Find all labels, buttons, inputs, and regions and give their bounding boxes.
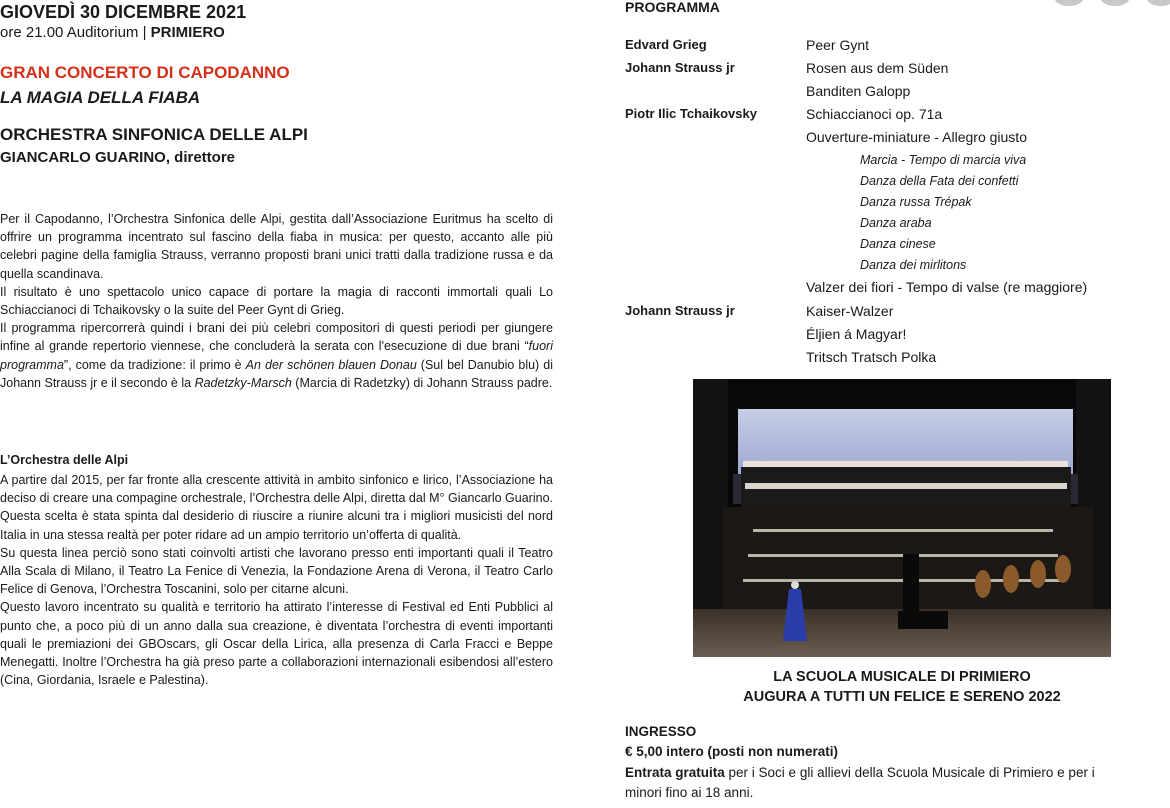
about-heading: L’Orchestra delle Alpi — [0, 453, 129, 467]
concert-subtitle: LA MAGIA DELLA FIABA — [0, 88, 201, 107]
program-piece: Peer Gynt — [806, 37, 870, 53]
conductor-name: GIANCARLO GUARINO, direttore — [0, 149, 236, 166]
program-piece: Banditen Galopp — [806, 83, 911, 99]
program-piece: Valzer dei fiori - Tempo di valse (re maggiore) — [806, 279, 1088, 295]
program-piece: Kaiser-Walzer — [806, 303, 894, 319]
program-piece: Éljien á Magyar! — [806, 326, 907, 342]
program-piece: Rosen aus dem Süden — [806, 60, 949, 76]
intro-paragraph-1: Per il Capodanno, l’Orchestra Sinfonica delle Alpi, gestita dall’Associazione Euritmus ha scelto di offrire un programma incentrato sul fascino della fiaba in musica: per questo, accanto alle più celebri pagine della famiglia Strauss, verranno proposti brani unici tratti dalla tradizione russa e da quella scandinava. — [0, 212, 553, 281]
orchestra-name: ORCHESTRA SINFONICA DELLE ALPI — [0, 125, 308, 144]
about-text — [0, 471, 553, 689]
overlay-dot-icon — [1100, 0, 1130, 6]
orchestra-photo — [693, 379, 1111, 657]
program-movement: Marcia - Tempo di marcia viva — [860, 153, 1027, 167]
admission-price: € 5,00 intero (posti non numerati) — [625, 744, 839, 759]
program-piece: Ouverture-miniature - Allegro giusto — [806, 129, 1027, 145]
about-paragraph-1: A partire dal 2015, per far fronte alla crescente attività in ambito sinfonico e lirico, l’Associazione ha deciso di creare una compagine orchestrale, l’Orchestra delle Alpi, diretta dal M° Giancarlo Guarino. Questa scelta è stata spinta dal desiderio di riuscire a riunire alcuni tra i migliori musicisti del nord Italia in una stessa realtà per poter ridare ad un ampio territorio un’offerta di qualità. — [0, 473, 553, 542]
event-date: GIOVEDÌ 30 DICEMBRE 2021 — [0, 2, 247, 22]
admission-free-continued: minori fino ai 18 anni. — [625, 785, 754, 800]
program-composer: Johann Strauss jr — [625, 303, 735, 318]
wishes-line-1: LA SCUOLA MUSICALE DI PRIMIERO — [773, 669, 1031, 685]
program-movement: Danza araba — [860, 216, 932, 230]
program-composer: Piotr Ilic Tchaikovsky — [625, 106, 757, 121]
intro-paragraph-2: Il risultato è uno spettacolo unico capace di portare la magia di racconti immortali quali Lo Schiaccianoci di Tchaikovsky o la suite del Peer Gynt di Grieg. — [0, 284, 553, 318]
admission-free: Entrata gratuita per i Soci e gli allievi della Scuola Musicale di Primiero e per i — [625, 765, 1095, 780]
wishes-line-2: AUGURA A TUTTI UN FELICE E SERENO 2022 — [743, 689, 1061, 705]
intro-text — [0, 210, 553, 392]
program-composer: Johann Strauss jr — [625, 60, 735, 75]
overlay-dot-icon — [1146, 0, 1170, 6]
event-time-place: ore 21.00 Auditorium | PRIMIERO — [0, 24, 225, 41]
overlay-dot-icon — [1054, 0, 1084, 6]
program-movement: Danza cinese — [860, 237, 936, 251]
program-composer: Edvard Grieg — [625, 37, 707, 52]
program-piece: Tritsch Tratsch Polka — [806, 349, 937, 365]
program-movement: Danza dei mirlitons — [860, 258, 967, 272]
admission-heading: INGRESSO — [625, 724, 697, 739]
program-piece: Schiaccianoci op. 71a — [806, 106, 943, 122]
about-paragraph-3: Questo lavoro incentrato su qualità e territorio ha attirato l’interesse di Festival ed Enti Pubblici al punto che, a poco più di un anno dalla sua creazione, è diventata l’orchestra di eventi importanti quali le premiazioni dei GBOscars, gli Oscar della Lirica, alla presenza di Carla Fracci e Beppe Menegatti. Inoltre l’Orchestra ha già preso parte a collaborazioni internazionali esibendosi all’estero (Cina, Giordania, Israele e Palestina). — [0, 600, 553, 688]
concert-headline: GRAN CONCERTO DI CAPODANNO — [0, 63, 290, 82]
intro-paragraph-3: Il programma ripercorrerà quindi i brani dei più celebri compositori di questi periodi per giungere infine al grande repertorio viennese, che concluderà la serata con l'esecuzione di due brani “fuori programma”, come da tradizione: il primo è An der schönen blauen Donau (Sul bel Danubio blu) di Johann Strauss jr e il secondo è la Radetzky-Marsch (Marcia di Radetzky) di Johann Strauss padre. — [0, 321, 553, 390]
about-paragraph-2: Su questa linea perciò sono stati coinvolti artisti che lavorano presso enti importanti quali il Teatro Alla Scala di Milano, il Teatro La Fenice di Venezia, la Fondazione Arena di Verona, il Teatro Carlo Felice di Genova, l’Orchestra Toscanini, solo per citarne alcuni. — [0, 545, 553, 597]
program-movement: Danza russa Trépak — [860, 195, 972, 209]
program-title: PROGRAMMA — [625, 0, 720, 15]
program-movement: Danza della Fata dei confetti — [860, 174, 1019, 188]
event-place: PRIMIERO — [150, 24, 225, 41]
